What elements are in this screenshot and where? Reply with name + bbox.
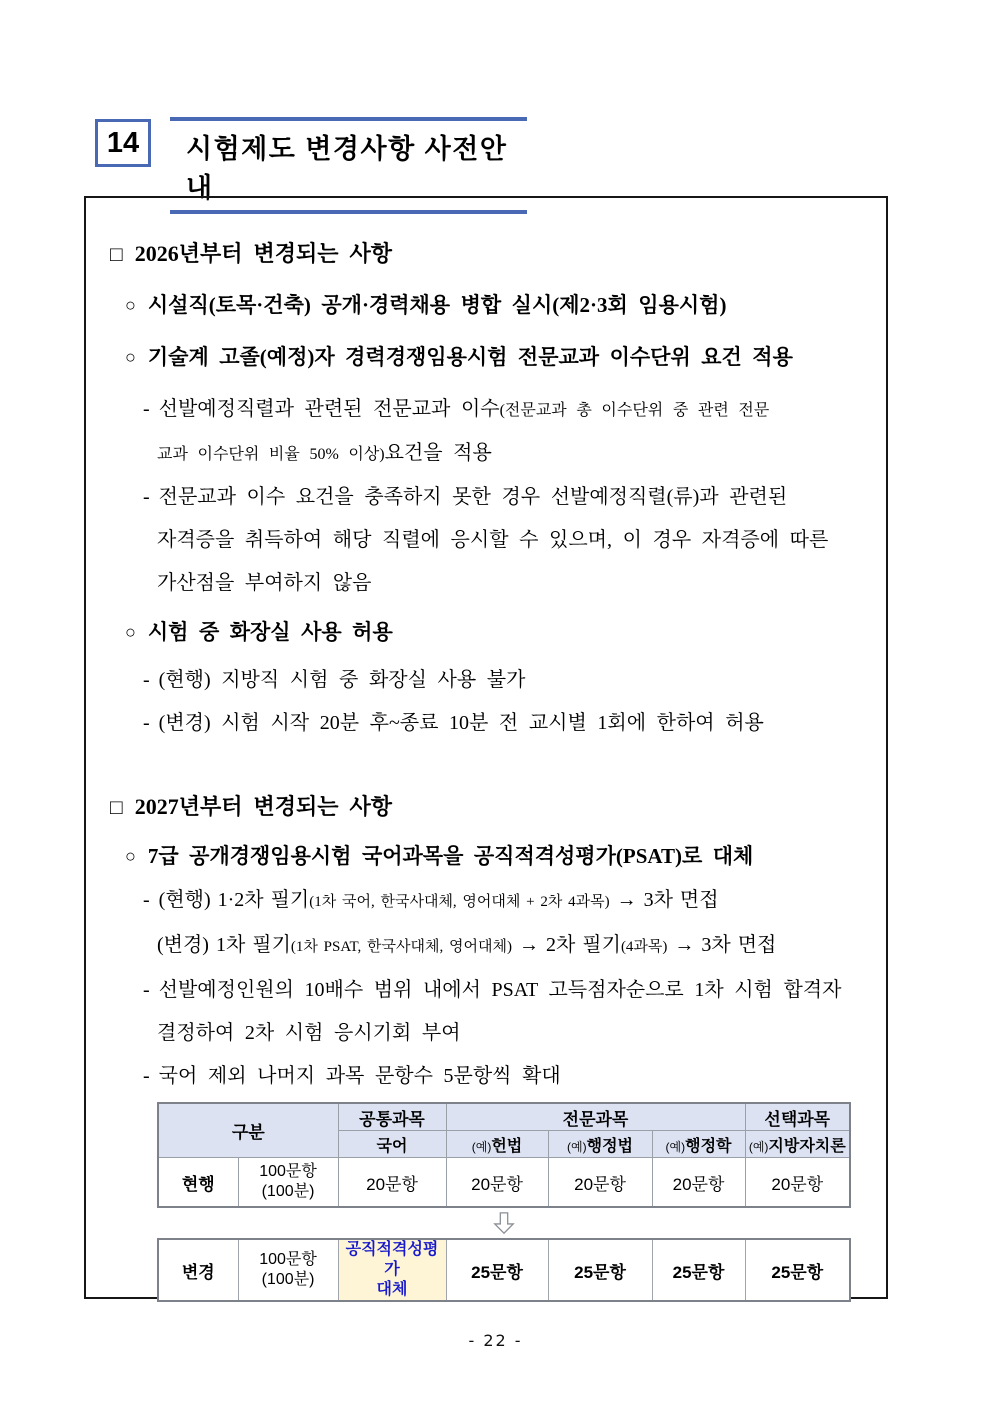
item-facility-text: 시설직(토목·건축) 공개·경력채용 병합 실시(제2·3회 임용시험) (147, 293, 727, 317)
item-facility (110, 284, 876, 328)
item-highschool-text: 기술계 고졸(예정)자 경력경쟁임용시험 전문교과 이수단위 요건 적용 (147, 345, 793, 369)
dash-bullet-icon: - (143, 712, 150, 734)
detail-cert-text1: 전문교과 이수 요건을 충족하지 못한 경우 선발예정직렬(류)과 관련된 (158, 486, 788, 508)
detail-credit-tail: 요건을 적용 (384, 442, 492, 464)
current-table (157, 1102, 851, 1208)
subject-name: 행정법 (586, 1137, 633, 1155)
current-total (238, 1158, 338, 1208)
item-psat (110, 835, 876, 879)
down-arrow-icon (492, 1211, 516, 1235)
circle-bullet-icon: ○ (125, 347, 136, 367)
subject-name: 지방자치론 (768, 1137, 846, 1155)
detail-psat-current (110, 879, 876, 924)
changed-table (157, 1238, 851, 1302)
col-header-select: 선택과목 (745, 1103, 850, 1131)
item-restroom-text: 시험 중 화장실 사용 허용 (147, 620, 393, 644)
circle-bullet-icon: ○ (125, 846, 136, 866)
col-header-adminlaw (548, 1131, 652, 1158)
subject-name: 헌법 (491, 1137, 523, 1155)
changed-localgov: 25문항 (745, 1239, 850, 1301)
current-korean: 20문항 (338, 1158, 446, 1208)
current-adminlaw: 20문항 (548, 1158, 652, 1208)
content-box (84, 196, 888, 1299)
psat-replace-line2: 대체 (376, 1281, 408, 1298)
subject-comparison (157, 1102, 851, 1302)
current-localgov: 20문항 (745, 1158, 850, 1208)
psat-current-b: → 3차 면접 (609, 889, 719, 911)
detail-restroom-changed-text: (변경) 시험 시작 20분 후~종료 10분 전 교시별 1회에 한하여 허용 (158, 712, 764, 734)
current-adminstudy: 20문항 (652, 1158, 745, 1208)
col-header-constitution (446, 1131, 548, 1158)
col-header-pro: 전문과목 (446, 1103, 745, 1131)
detail-restroom-current (110, 659, 876, 702)
changed-adminlaw: 25문항 (548, 1239, 652, 1301)
psat-replace-line1: 공직적격성평가 (345, 1241, 439, 1278)
section-number-box (95, 119, 151, 167)
psat-changed-c: → 3차 면접 (667, 934, 777, 956)
detail-credit-small: (전문교과 총 이수단위 중 관련 전문 (499, 402, 770, 419)
detail-credit-small2: 교과 이수단위 비율 50% 이상) (157, 446, 385, 463)
item-highschool (110, 336, 876, 380)
square-bullet-icon: □ (110, 795, 123, 819)
heading-2027-text: 2027년부터 변경되는 사항 (134, 794, 392, 819)
item-restroom (110, 611, 876, 655)
example-prefix: (예) (748, 1139, 769, 1154)
row-label-changed: 변경 (158, 1239, 238, 1301)
detail-cert-line2 (110, 519, 876, 562)
page-number: - 22 - (468, 1331, 523, 1350)
psat-current-a: (현행) 1·2차 필기 (158, 889, 310, 911)
tenfold-text2: 결정하여 2차 시험 응시기회 부여 (157, 1022, 461, 1044)
psat-changed-b: → 2차 필기 (511, 934, 621, 956)
detail-cert-line3 (110, 562, 876, 605)
circle-bullet-icon: ○ (125, 622, 136, 642)
dash-bullet-icon: - (143, 669, 150, 691)
questions-text: 국어 제외 나머지 과목 문항수 5문항씩 확대 (158, 1065, 561, 1087)
row-label-current: 현행 (158, 1158, 238, 1208)
dash-bullet-icon: - (143, 889, 150, 911)
example-prefix: (예) (567, 1139, 587, 1154)
dash-bullet-icon: - (143, 1065, 150, 1087)
detail-cert-text2: 자격증을 취득하여 해당 직렬에 응시할 수 있으며, 이 경우 자격증에 따른 (157, 529, 829, 551)
dash-bullet-icon: - (143, 398, 150, 420)
circle-bullet-icon: ○ (125, 295, 136, 315)
col-header-adminstudy (652, 1131, 745, 1158)
detail-psat-changed (110, 924, 876, 969)
example-prefix: (예) (665, 1139, 686, 1154)
section-number: 14 (106, 126, 140, 159)
tenfold-text1: 선발예정인원의 10배수 범위 내에서 PSAT 고득점자순으로 1차 시험 합격자 (158, 979, 842, 1001)
detail-credit-main: 선발예정직렬과 관련된 전문교과 이수 (158, 398, 500, 420)
col-header-localgov (745, 1131, 850, 1158)
dash-bullet-icon: - (143, 486, 150, 508)
changed-adminstudy: 25문항 (652, 1239, 745, 1301)
changed-constitution: 25문항 (446, 1239, 548, 1301)
dash-bullet-icon: - (143, 979, 150, 1001)
psat-changed-small2: (4과목) (620, 939, 668, 955)
page-title: 시험제도 변경사항 사전안내 (170, 117, 527, 214)
changed-total-time: (100분) (261, 1271, 315, 1288)
detail-restroom-current-text: (현행) 지방직 시험 중 화장실 사용 불가 (158, 669, 526, 691)
psat-current-small: (1차 국어, 한국사대체, 영어대체 + 2차 4과목) (309, 894, 610, 910)
changed-total-count: 100문항 (259, 1251, 317, 1268)
transition-arrow-row (157, 1208, 851, 1238)
detail-cert-line1 (110, 476, 876, 519)
detail-tenfold-line2 (110, 1012, 876, 1055)
heading-2026-text: 2026년부터 변경되는 사항 (134, 241, 392, 266)
example-prefix: (예) (471, 1139, 492, 1154)
detail-credit-line1 (110, 388, 876, 432)
psat-changed-a: (변경) 1차 필기 (157, 934, 291, 956)
heading-2027 (110, 785, 876, 829)
detail-cert-text3: 가산점을 부여하지 않음 (157, 572, 372, 594)
current-total-count: 100문항 (259, 1163, 317, 1180)
changed-total (238, 1239, 338, 1301)
col-header-common: 공통과목 (338, 1103, 446, 1131)
detail-tenfold-line1 (110, 969, 876, 1012)
col-header-korean: 국어 (338, 1131, 446, 1158)
detail-questions (110, 1055, 876, 1098)
changed-korean-psat (338, 1239, 446, 1301)
current-constitution: 20문항 (446, 1158, 548, 1208)
detail-credit-line2 (110, 432, 876, 476)
current-total-time: (100분) (261, 1183, 315, 1200)
square-bullet-icon: □ (110, 242, 123, 266)
detail-restroom-changed (110, 702, 876, 745)
heading-2026 (110, 232, 876, 276)
item-psat-text: 7급 공개경쟁임용시험 국어과목을 공직적격성평가(PSAT)로 대체 (147, 844, 754, 868)
psat-changed-small1: (1차 PSAT, 한국사대체, 영어대체) (290, 939, 512, 955)
subject-name: 행정학 (685, 1137, 732, 1155)
col-header-gubun: 구분 (158, 1103, 338, 1158)
